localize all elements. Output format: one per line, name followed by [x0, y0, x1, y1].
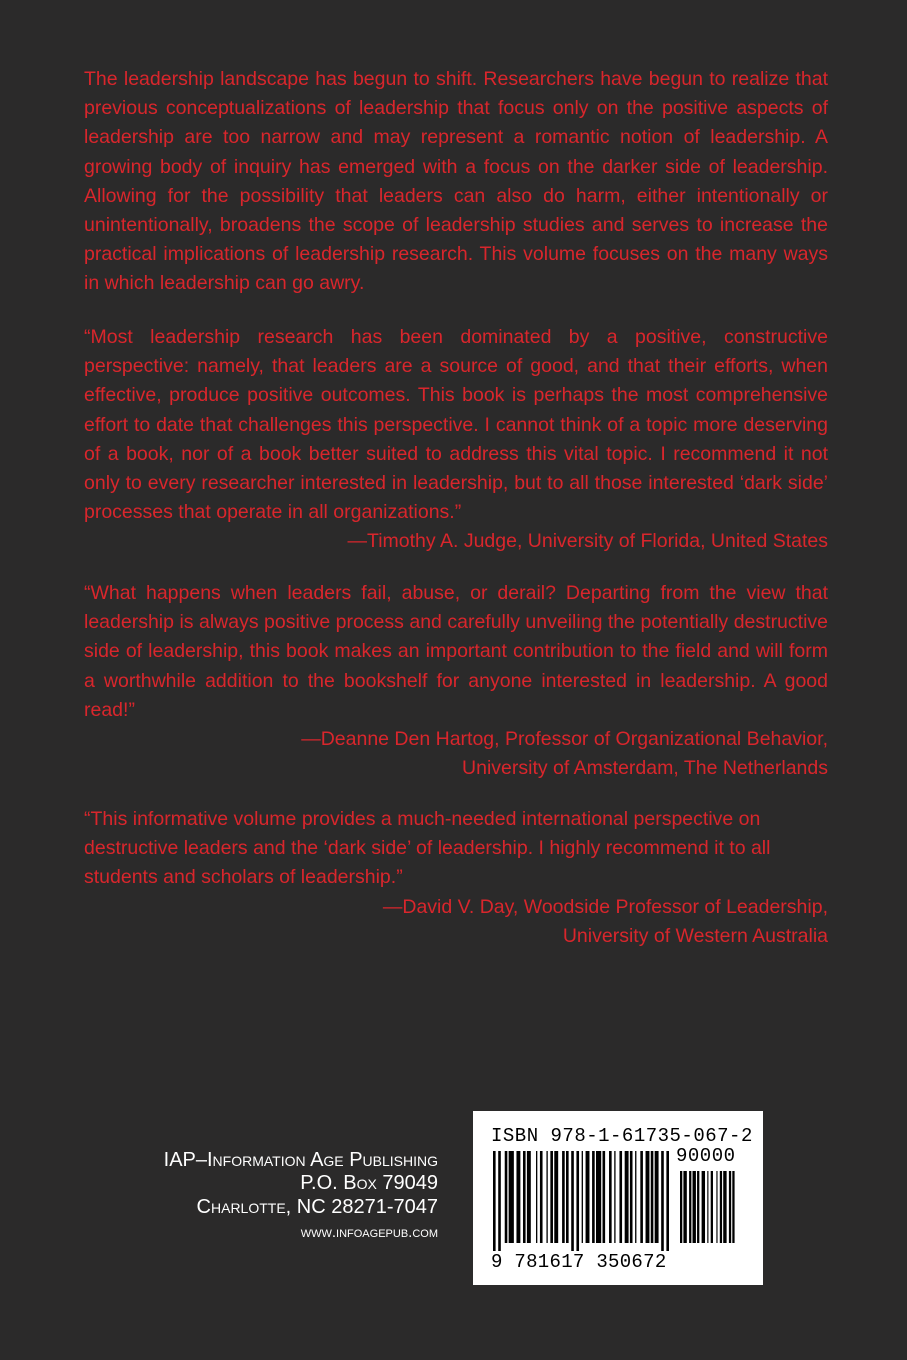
barcode-bar — [505, 1151, 508, 1243]
barcode-bar — [716, 1171, 717, 1243]
quote-text: “What happens when leaders fail, abuse, or derail? Departing from the view that leadership is always positive process and carefully unveiling the potentially destructive side of leadership, this book makes an important contribution to the field and will form a worthwhile addition to the bookshelf for anyone interested in leadership. A good read!” — [84, 582, 828, 721]
quote-text: “This informative volume provides a much-needed international perspective on destructive leaders and the ‘dark side’ of leadership. I highly recommend it to all students and scholars of leadership.” — [84, 808, 771, 889]
endorsement-quote — [84, 323, 828, 557]
barcode-bar — [566, 1151, 569, 1243]
barcode-bar — [582, 1151, 583, 1243]
barcode-bar — [562, 1151, 565, 1243]
barcode-bar — [625, 1151, 629, 1243]
barcode-bar — [707, 1171, 708, 1243]
barcode-bar — [729, 1171, 731, 1243]
barcode-bar — [546, 1151, 547, 1243]
isbn-barcode — [473, 1111, 763, 1285]
barcode-digits: 9 781617 350672 — [491, 1251, 667, 1273]
barcode-bar — [614, 1151, 615, 1243]
barcode-bar — [550, 1151, 553, 1243]
quote-attribution: —Deanne Den Hartog, Professor of Organizational Behavior, — [301, 728, 828, 751]
quote-attribution: —Timothy A. Judge, University of Florida, United States — [347, 530, 828, 553]
publisher-url: www.infoagepub.com — [300, 1224, 438, 1241]
publisher-name: IAP–Information Age Publishing — [163, 1149, 438, 1171]
barcode-bar — [493, 1151, 496, 1251]
barcode-bar — [576, 1151, 579, 1251]
endorsement-quote — [84, 805, 828, 951]
publisher-po-box: P.O. Box 79049 — [300, 1172, 438, 1194]
barcode-bar — [523, 1151, 526, 1243]
barcode-bar — [540, 1151, 543, 1243]
barcode-bar — [720, 1171, 722, 1243]
barcode-addon-digits: 90000 — [676, 1145, 736, 1167]
barcode-bar — [635, 1151, 636, 1243]
barcode-bar — [680, 1171, 682, 1243]
publisher-city: Charlotte, NC 28271-7047 — [196, 1196, 438, 1218]
barcode-bar — [596, 1151, 601, 1243]
barcode-bar — [603, 1151, 606, 1243]
endorsement-quote — [84, 579, 828, 783]
barcode-bar — [640, 1151, 643, 1243]
barcode-bar — [683, 1171, 686, 1243]
barcode-bar — [689, 1171, 691, 1243]
barcode-bar — [732, 1171, 734, 1243]
barcode-bar — [646, 1151, 650, 1243]
quote-attribution-affiliation: University of Western Australia — [562, 924, 828, 947]
barcode-bar — [509, 1151, 514, 1243]
barcode-bar — [527, 1151, 531, 1243]
barcode-bar — [619, 1151, 622, 1243]
barcode-bar — [571, 1151, 574, 1251]
barcode-bar — [536, 1151, 537, 1243]
book-description: The leadership landscape has begun to shift. Researchers have begun to realize that previous conceptualizations of leadership that focus only on the positive aspects of leadership are too narrow and may represent a romantic notion of leadership. A growing body of inquiry has emerged with a focus on the darker side of leadership. Allowing for the possibility that leaders can also do harm, either intentionally or unintentionally, broadens the scope of leadership studies and serves to increase the practical implications of leadership research. This volume focuses on the many ways in which leadership can go awry. — [84, 68, 828, 295]
barcode-bar — [711, 1171, 713, 1243]
barcode-bar — [666, 1151, 669, 1251]
barcode-bar — [586, 1151, 590, 1243]
barcode-bar — [609, 1151, 612, 1243]
barcode-bar — [498, 1151, 501, 1251]
barcode-bars — [493, 1151, 671, 1251]
barcode-bar — [554, 1151, 558, 1243]
barcode-addon-bars — [680, 1171, 742, 1251]
barcode-bar — [516, 1151, 520, 1243]
barcode-bar — [697, 1171, 699, 1243]
barcode-bar — [651, 1151, 654, 1243]
publisher-info — [150, 1149, 438, 1245]
barcode-bar — [655, 1151, 659, 1243]
isbn-label: ISBN 978-1-61735-067-2 — [491, 1125, 753, 1147]
barcode-bar — [723, 1171, 726, 1243]
barcode-bar — [693, 1171, 696, 1243]
quote-attribution-affiliation: University of Amsterdam, The Netherlands — [462, 757, 828, 780]
barcode-bar — [630, 1151, 633, 1243]
quote-attribution: —David V. Day, Woodside Professor of Leadership, — [382, 895, 828, 918]
barcode-bar — [592, 1151, 595, 1243]
quote-text: “Most leadership research has been dominated by a positive, constructive perspective: namely, that leaders are a source of good, and that their efforts, when effective, produce positive outcomes. This book is perhaps the most comprehensive effort to date that challenges this perspective. I cannot think of a topic more deserving of a book, nor of a book better suited to address this vital topic. I recommend it not only to every researcher interested in leadership, but to all those interested ‘dark side’ processes that operate in all organizations.” — [84, 326, 828, 524]
barcode-bar — [661, 1151, 664, 1251]
barcode-bar — [702, 1171, 705, 1243]
